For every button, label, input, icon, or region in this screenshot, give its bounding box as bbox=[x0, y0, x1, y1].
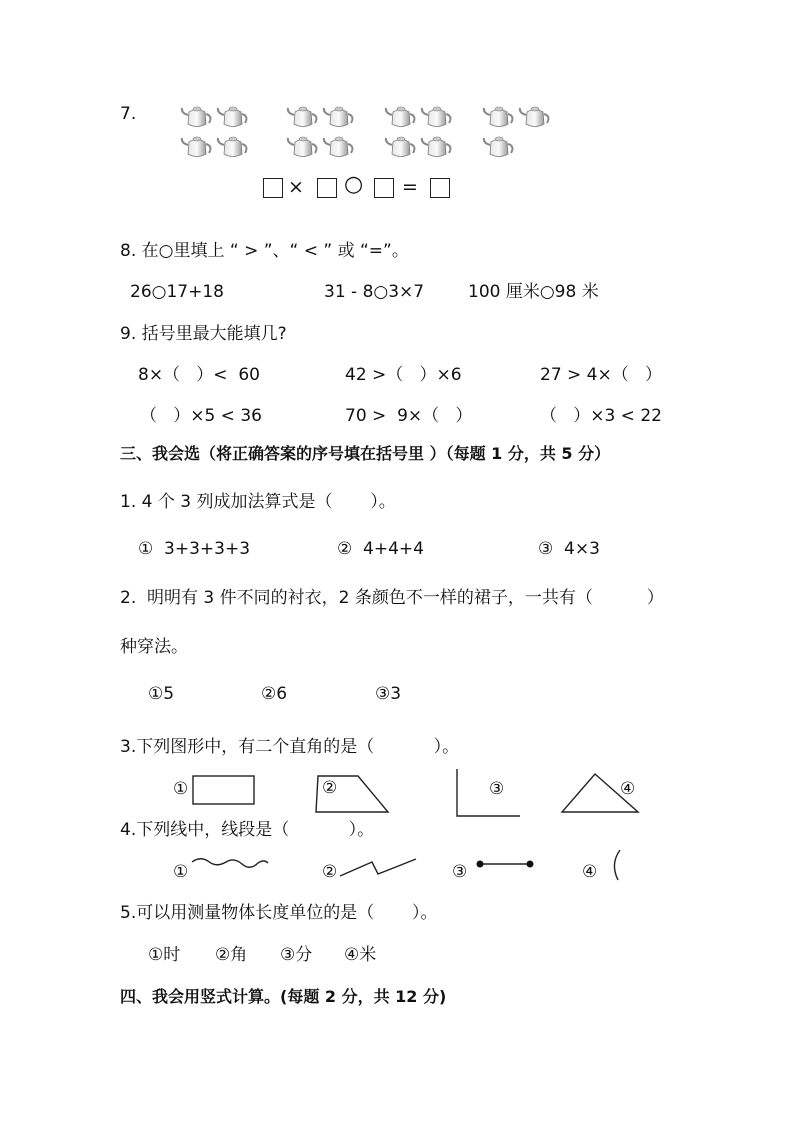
option[interactable]: ③分 bbox=[280, 945, 313, 965]
teapot-icon bbox=[180, 104, 214, 130]
q9-prompt: 9. 括号里最大能填几? bbox=[120, 324, 287, 344]
section-4-heading: 四、我会用竖式计算。(每题 2 分，共 12 分) bbox=[120, 987, 447, 1006]
q9-item[interactable]: （ ）×5 < 36 bbox=[140, 406, 262, 426]
operator-circle[interactable]: ○ bbox=[344, 172, 364, 197]
line-segment-figure[interactable] bbox=[474, 857, 538, 871]
q8-item[interactable]: 26○17+18 bbox=[130, 282, 224, 302]
option[interactable]: ④米 bbox=[344, 945, 377, 965]
teapot-icon bbox=[384, 134, 418, 160]
q8-item[interactable]: 31 - 8○3×7 bbox=[324, 282, 425, 302]
teapot-icon bbox=[482, 104, 516, 130]
s3-q4-prompt: 4.下列线中，线段是（ ）。 bbox=[120, 820, 375, 840]
option-label[interactable]: ② bbox=[322, 862, 338, 882]
teapot-icon bbox=[322, 134, 356, 160]
rectangle-figure[interactable] bbox=[190, 773, 258, 807]
section-3-heading: 三、我会选（将正确答案的序号填在括号里 ）（每题 1 分，共 5 分） bbox=[120, 444, 611, 463]
option[interactable]: ② 4+4+4 bbox=[337, 539, 424, 559]
q8-prompt: 8. 在○里填上 “ > ”、“ < ” 或 “=”。 bbox=[120, 241, 409, 261]
times-sign: × bbox=[288, 176, 304, 198]
q9-item[interactable]: 70 > 9×（ ） bbox=[345, 406, 473, 426]
answer-box[interactable] bbox=[374, 178, 394, 198]
teapot-icon bbox=[518, 104, 552, 130]
teapot-icon bbox=[420, 104, 454, 130]
curve-line-figure[interactable] bbox=[190, 854, 270, 878]
teapot-icon bbox=[482, 134, 516, 160]
right-angle-figure[interactable] bbox=[452, 766, 524, 822]
q9-item[interactable]: （ ）×3 < 22 bbox=[540, 406, 662, 426]
teapot-icon bbox=[180, 134, 214, 160]
teapot-icon bbox=[216, 134, 250, 160]
equals-sign: = bbox=[402, 176, 418, 198]
teapot-icon bbox=[420, 134, 454, 160]
s3-q2-prompt-line2: 种穿法。 bbox=[120, 637, 188, 657]
option[interactable]: ③ 4×3 bbox=[538, 539, 600, 559]
teapot-icon bbox=[286, 134, 320, 160]
s3-q3-prompt: 3.下列图形中，有二个直角的是（ ）。 bbox=[120, 737, 460, 757]
option-label[interactable]: ① bbox=[173, 862, 189, 882]
option-label[interactable]: ③ bbox=[452, 862, 468, 882]
teapot-icon bbox=[216, 104, 250, 130]
zigzag-line-figure[interactable] bbox=[338, 856, 418, 880]
option[interactable]: ①5 bbox=[148, 684, 175, 704]
teapot-icon bbox=[286, 104, 320, 130]
s3-q5-prompt: 5.可以用测量物体长度单位的是（ ）。 bbox=[120, 903, 438, 923]
teapot-icon bbox=[322, 104, 356, 130]
option[interactable]: ① 3+3+3+3 bbox=[138, 539, 251, 559]
q9-item[interactable]: 27 > 4×（ ） bbox=[540, 365, 662, 385]
q9-item[interactable]: 8×（ ）< 60 bbox=[138, 365, 260, 385]
option-label[interactable]: ④ bbox=[582, 862, 598, 882]
q9-item[interactable]: 42 >（ ）×6 bbox=[345, 365, 462, 385]
option[interactable]: ①时 bbox=[148, 945, 181, 965]
answer-box[interactable] bbox=[317, 178, 337, 198]
answer-box[interactable] bbox=[263, 178, 283, 198]
s3-q2-prompt-line1: 2. 明明有 3 件不同的衬衣，2 条颜色不一样的裙子，一共有（ ） bbox=[120, 588, 664, 608]
option-label[interactable]: ① bbox=[173, 779, 189, 799]
q8-item[interactable]: 100 厘米○98 米 bbox=[468, 282, 599, 302]
option-label[interactable]: ② bbox=[322, 778, 338, 798]
arc-figure[interactable] bbox=[608, 848, 624, 882]
s3-q1-prompt: 1. 4 个 3 列成加法算式是（ ）。 bbox=[120, 492, 396, 512]
option-label[interactable]: ④ bbox=[620, 779, 636, 799]
option[interactable]: ②角 bbox=[215, 945, 248, 965]
option[interactable]: ②6 bbox=[261, 684, 288, 704]
answer-box[interactable] bbox=[430, 178, 450, 198]
option[interactable]: ③3 bbox=[375, 684, 402, 704]
teapot-icon bbox=[384, 104, 418, 130]
q7-number: 7. bbox=[120, 104, 137, 124]
option-label[interactable]: ③ bbox=[489, 779, 505, 799]
